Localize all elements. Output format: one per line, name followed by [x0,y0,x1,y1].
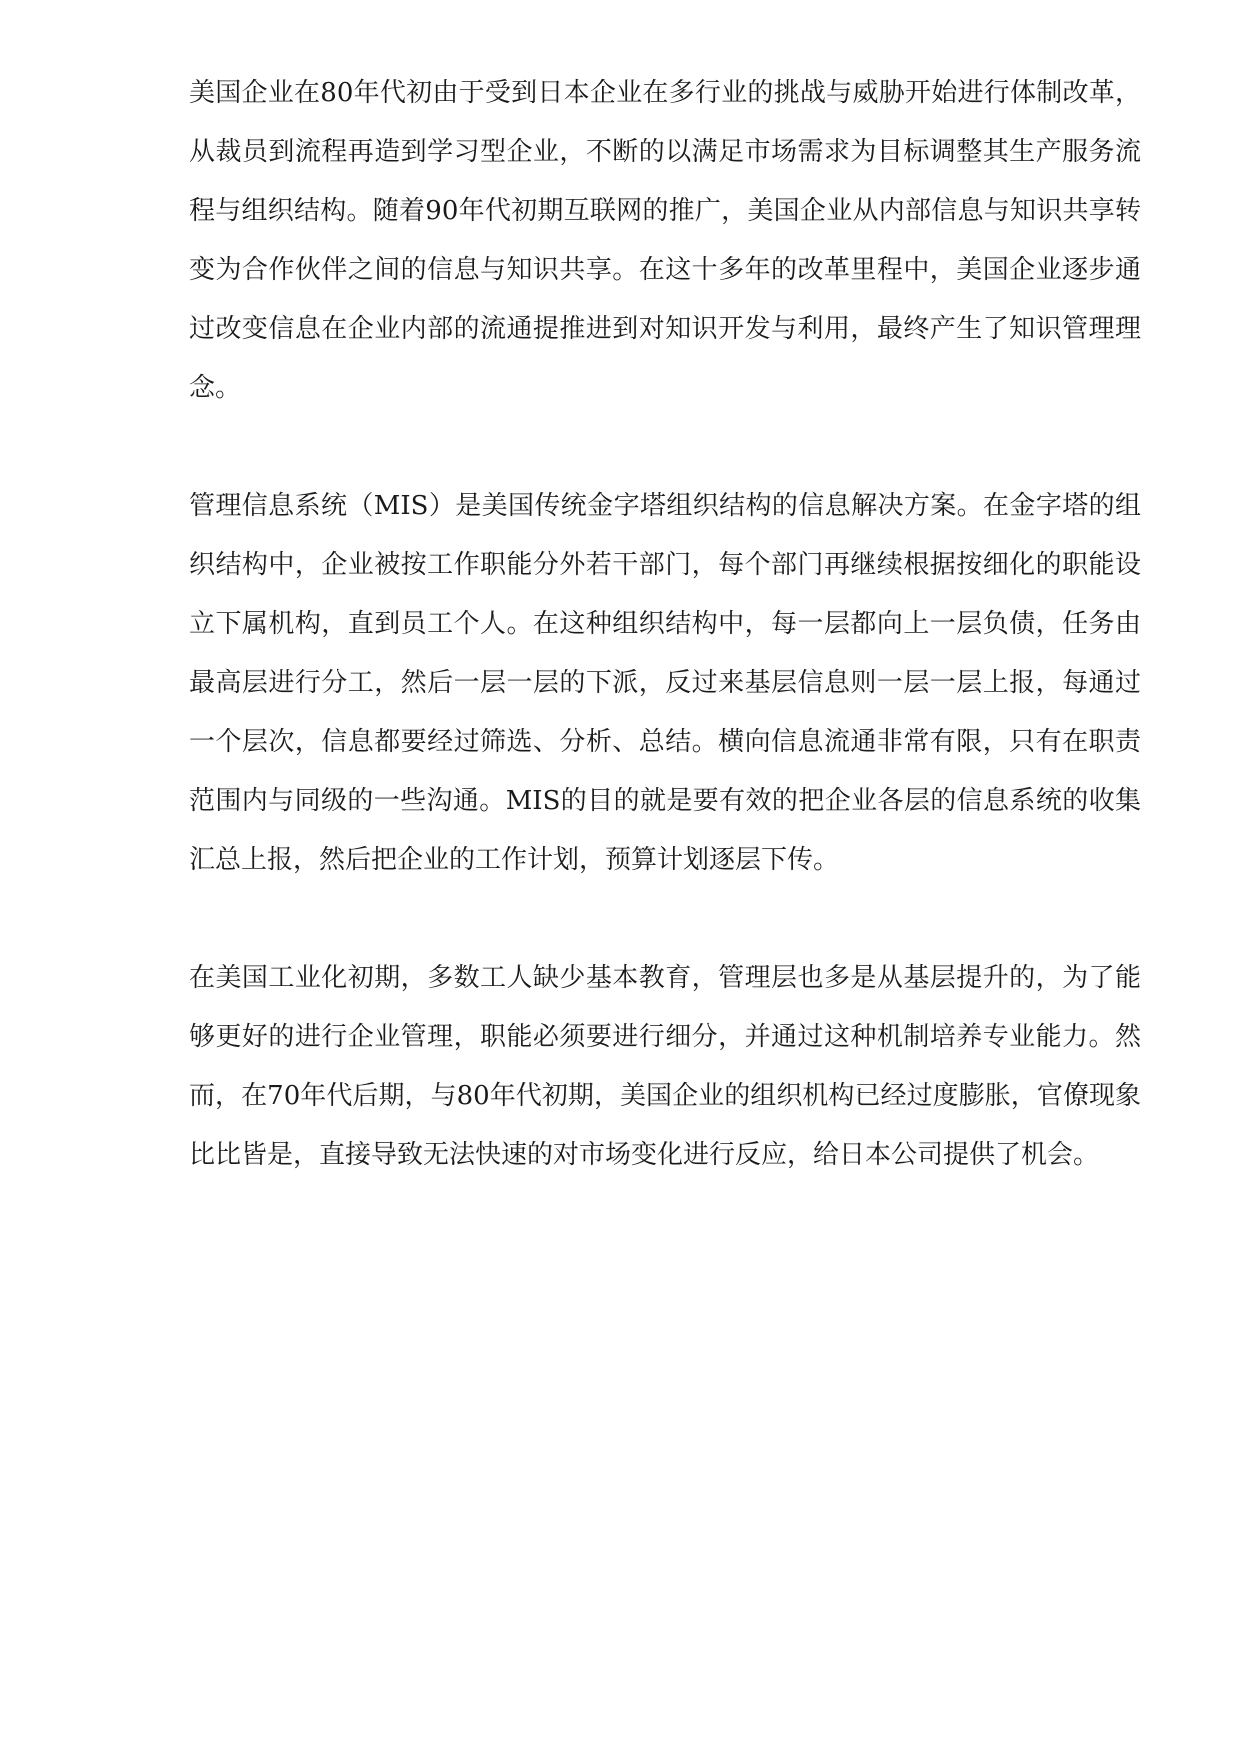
document-body [189,64,1141,1185]
paragraph-1: 美国企业在80年代初由于受到日本企业在多行业的挑战与威胁开始进行体制改革，从裁员到流程再造到学习型企业，不断的以满足市场需求为目标调整其生产服务流程与组织结构。随着90年代初期互联网的推广，美国企业从内部信息与知识共享转变为合作伙伴之间的信息与知识共享。在这十多年的改革里程中，美国企业逐步通过改变信息在企业内部的流通提推进到对知识开发与利用，最终产生了知识管理理念。 [189,78,1141,403]
paragraph-3: 在美国工业化初期，多数工人缺少基本教育，管理层也多是从基层提升的，为了能够更好的进行企业管理，职能必须要进行细分，并通过这种机制培养专业能力。然而，在70年代后期，与80年代初期，美国企业的组织机构已经过度膨胀，官僚现象比比皆是，直接导致无法快速的对市场变化进行反应，给日本公司提供了机会。 [189,963,1141,1170]
paragraph-2: 管理信息系统（MIS）是美国传统金字塔组织结构的信息解决方案。在金字塔的组织结构中，企业被按工作职能分外若干部门，每个部门再继续根据按细化的职能设立下属机构，直到员工个人。在这种组织结构中，每一层都向上一层负债，任务由最高层进行分工，然后一层一层的下派，反过来基层信息则一层一层上报，每通过一个层次，信息都要经过筛选、分析、总结。横向信息流通非常有限，只有在职责范围内与同级的一些沟通。MIS的目的就是要有效的把企业各层的信息系统的收集汇总上报，然后把企业的工作计划，预算计划逐层下传。 [189,491,1141,875]
